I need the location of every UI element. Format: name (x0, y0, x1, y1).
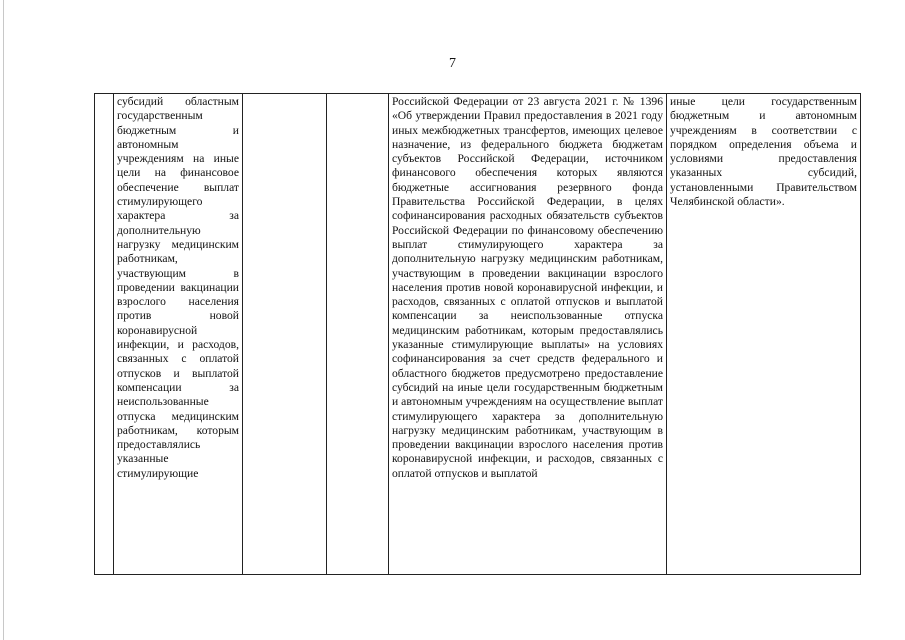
cell-empty-1 (243, 94, 327, 575)
cell-basis: Российской Федерации от 23 августа 2021 г. № 1396 «Об утверждении Правил предоставления в 2021 году иных межбюджетных трансфертов, имеющих целевое назначение, из федерального бюджета бюджетам субъектов Российской Федерации, источником финансового обеспечения которых являются бюджетные ассигнования резервного фонда Правительства Российской Федерации, в целях софинансирования расходных обязательств субъектов Российской Федерации по финансовому обеспечению выплат стимулирующего характера за дополнительную нагрузку медицинским работникам, участвующим в проведении вакцинации взрослого населения против новой коронавирусной инфекции, и расходов, связанных с оплатой отпусков и выплатой компенсации за неиспользованные отпуска медицинским работникам, которым предоставлялись указанные стимулирующие выплаты» на условиях софинансирования за счет средств федерального и областного бюджетов предусмотрено предоставление субсидий на иные цели государственным бюджетным и автономным учреждениям на осуществление выплат стимулирующего характера за дополнительную нагрузку медицинским работникам, участвующим в проведении вакцинации взрослого населения против коронавирусной инфекции, и расходов, связанных с оплатой отпусков и выплатой (389, 94, 667, 575)
cell-subject: субсидий областным государственным бюджетным и автономным учреждениям на иные цели на финансовое обеспечение выплат стимулирующего характера за дополнительную нагрузку медицинским работникам, участвующим в проведении вакцинации взрослого населения против новой коронавирусной инфекции, и расходов, связанных с оплатой отпусков и выплатой компенсации за неиспользованные отпуска медицинским работникам, которым предоставлялись указанные стимулирующие (114, 94, 243, 575)
page-number: 7 (449, 56, 456, 71)
table-row (95, 94, 861, 575)
cell-empty-2 (327, 94, 389, 575)
cell-number (95, 94, 114, 575)
document-table (94, 93, 861, 575)
scan-edge-line (3, 0, 4, 640)
cell-procedure: иные цели государственным бюджетным и автономным учреждениям в соответствии с порядком определения объема и условиями предоставления указанных субсидий, установленными Правительством Челябинской области». (667, 94, 861, 575)
